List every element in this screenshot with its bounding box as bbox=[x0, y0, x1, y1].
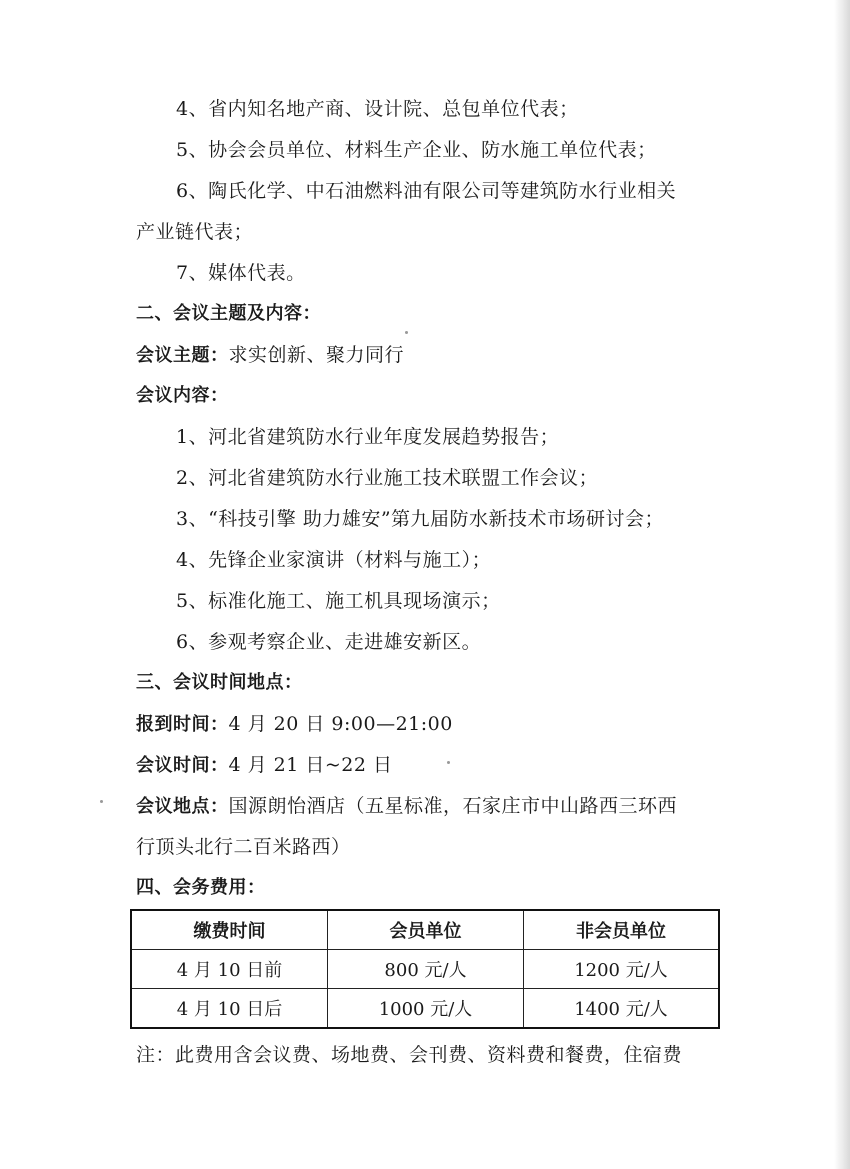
list-item: 1、河北省建筑防水行业年度发展趋势报告； bbox=[176, 426, 560, 448]
section-heading: 四、会务费用： bbox=[136, 877, 266, 898]
table-cell: 4 月 10 日后 bbox=[131, 989, 328, 1029]
fee-table bbox=[130, 909, 720, 1029]
section-heading: 二、会议主题及内容： bbox=[136, 303, 321, 324]
section-heading: 三、会议时间地点： bbox=[136, 672, 303, 693]
meeting-time bbox=[136, 752, 726, 778]
meeting-value: 4 月 21 日~22 日 bbox=[228, 754, 393, 776]
venue-value: 国源朗怡酒店（五星标准，石家庄市中山路西三环西 bbox=[228, 795, 678, 817]
checkin-label: 报到时间： bbox=[136, 714, 229, 735]
scan-edge-shadow bbox=[834, 0, 850, 1169]
table-header-row bbox=[131, 910, 719, 950]
table-cell: 800 元/人 bbox=[328, 950, 524, 989]
venue bbox=[136, 793, 726, 819]
table-header: 会员单位 bbox=[328, 910, 524, 950]
fee-note: 注：此费用含会议费、场地费、会刊费、资料费和餐费，住宿费 bbox=[136, 1044, 683, 1066]
list-item: 5、协会会员单位、材料生产企业、防水施工单位代表； bbox=[176, 139, 657, 161]
meeting-label: 会议时间： bbox=[136, 755, 229, 776]
list-item: 4、省内知名地产商、设计院、总包单位代表； bbox=[176, 98, 579, 120]
scan-speck bbox=[100, 800, 103, 803]
checkin-value: 4 月 20 日 9:00—21:00 bbox=[228, 713, 453, 735]
list-item-continuation: 产业链代表； bbox=[136, 221, 254, 243]
table-cell: 1200 元/人 bbox=[524, 950, 720, 989]
list-item: 4、先锋企业家演讲（材料与施工）； bbox=[176, 549, 492, 571]
venue-label: 会议地点： bbox=[136, 796, 229, 817]
theme-label: 会议主题： bbox=[136, 345, 229, 366]
table-header: 缴费时间 bbox=[131, 910, 328, 950]
meeting-theme bbox=[136, 342, 726, 368]
list-item: 3、“科技引擎 助力雄安”第九届防水新技术市场研讨会； bbox=[176, 508, 665, 530]
table-row bbox=[131, 989, 719, 1029]
list-item: 6、陶氏化学、中石油燃料油有限公司等建筑防水行业相关 bbox=[176, 180, 677, 202]
table-cell: 4 月 10 日前 bbox=[131, 950, 328, 989]
list-item: 7、媒体代表。 bbox=[176, 262, 306, 284]
theme-value: 求实创新、聚力同行 bbox=[228, 344, 405, 366]
list-item: 6、参观考察企业、走进雄安新区。 bbox=[176, 631, 482, 653]
table-cell: 1400 元/人 bbox=[524, 989, 720, 1029]
venue-continuation: 行顶头北行二百米路西） bbox=[136, 836, 351, 858]
content-label: 会议内容： bbox=[136, 385, 229, 406]
list-item: 2、河北省建筑防水行业施工技术联盟工作会议； bbox=[176, 467, 599, 489]
list-item: 5、标准化施工、施工机具现场演示； bbox=[176, 590, 501, 612]
table-row bbox=[131, 950, 719, 989]
checkin-time bbox=[136, 711, 726, 737]
document-body bbox=[136, 96, 726, 916]
table-cell: 1000 元/人 bbox=[328, 989, 524, 1029]
table-header: 非会员单位 bbox=[524, 910, 720, 950]
